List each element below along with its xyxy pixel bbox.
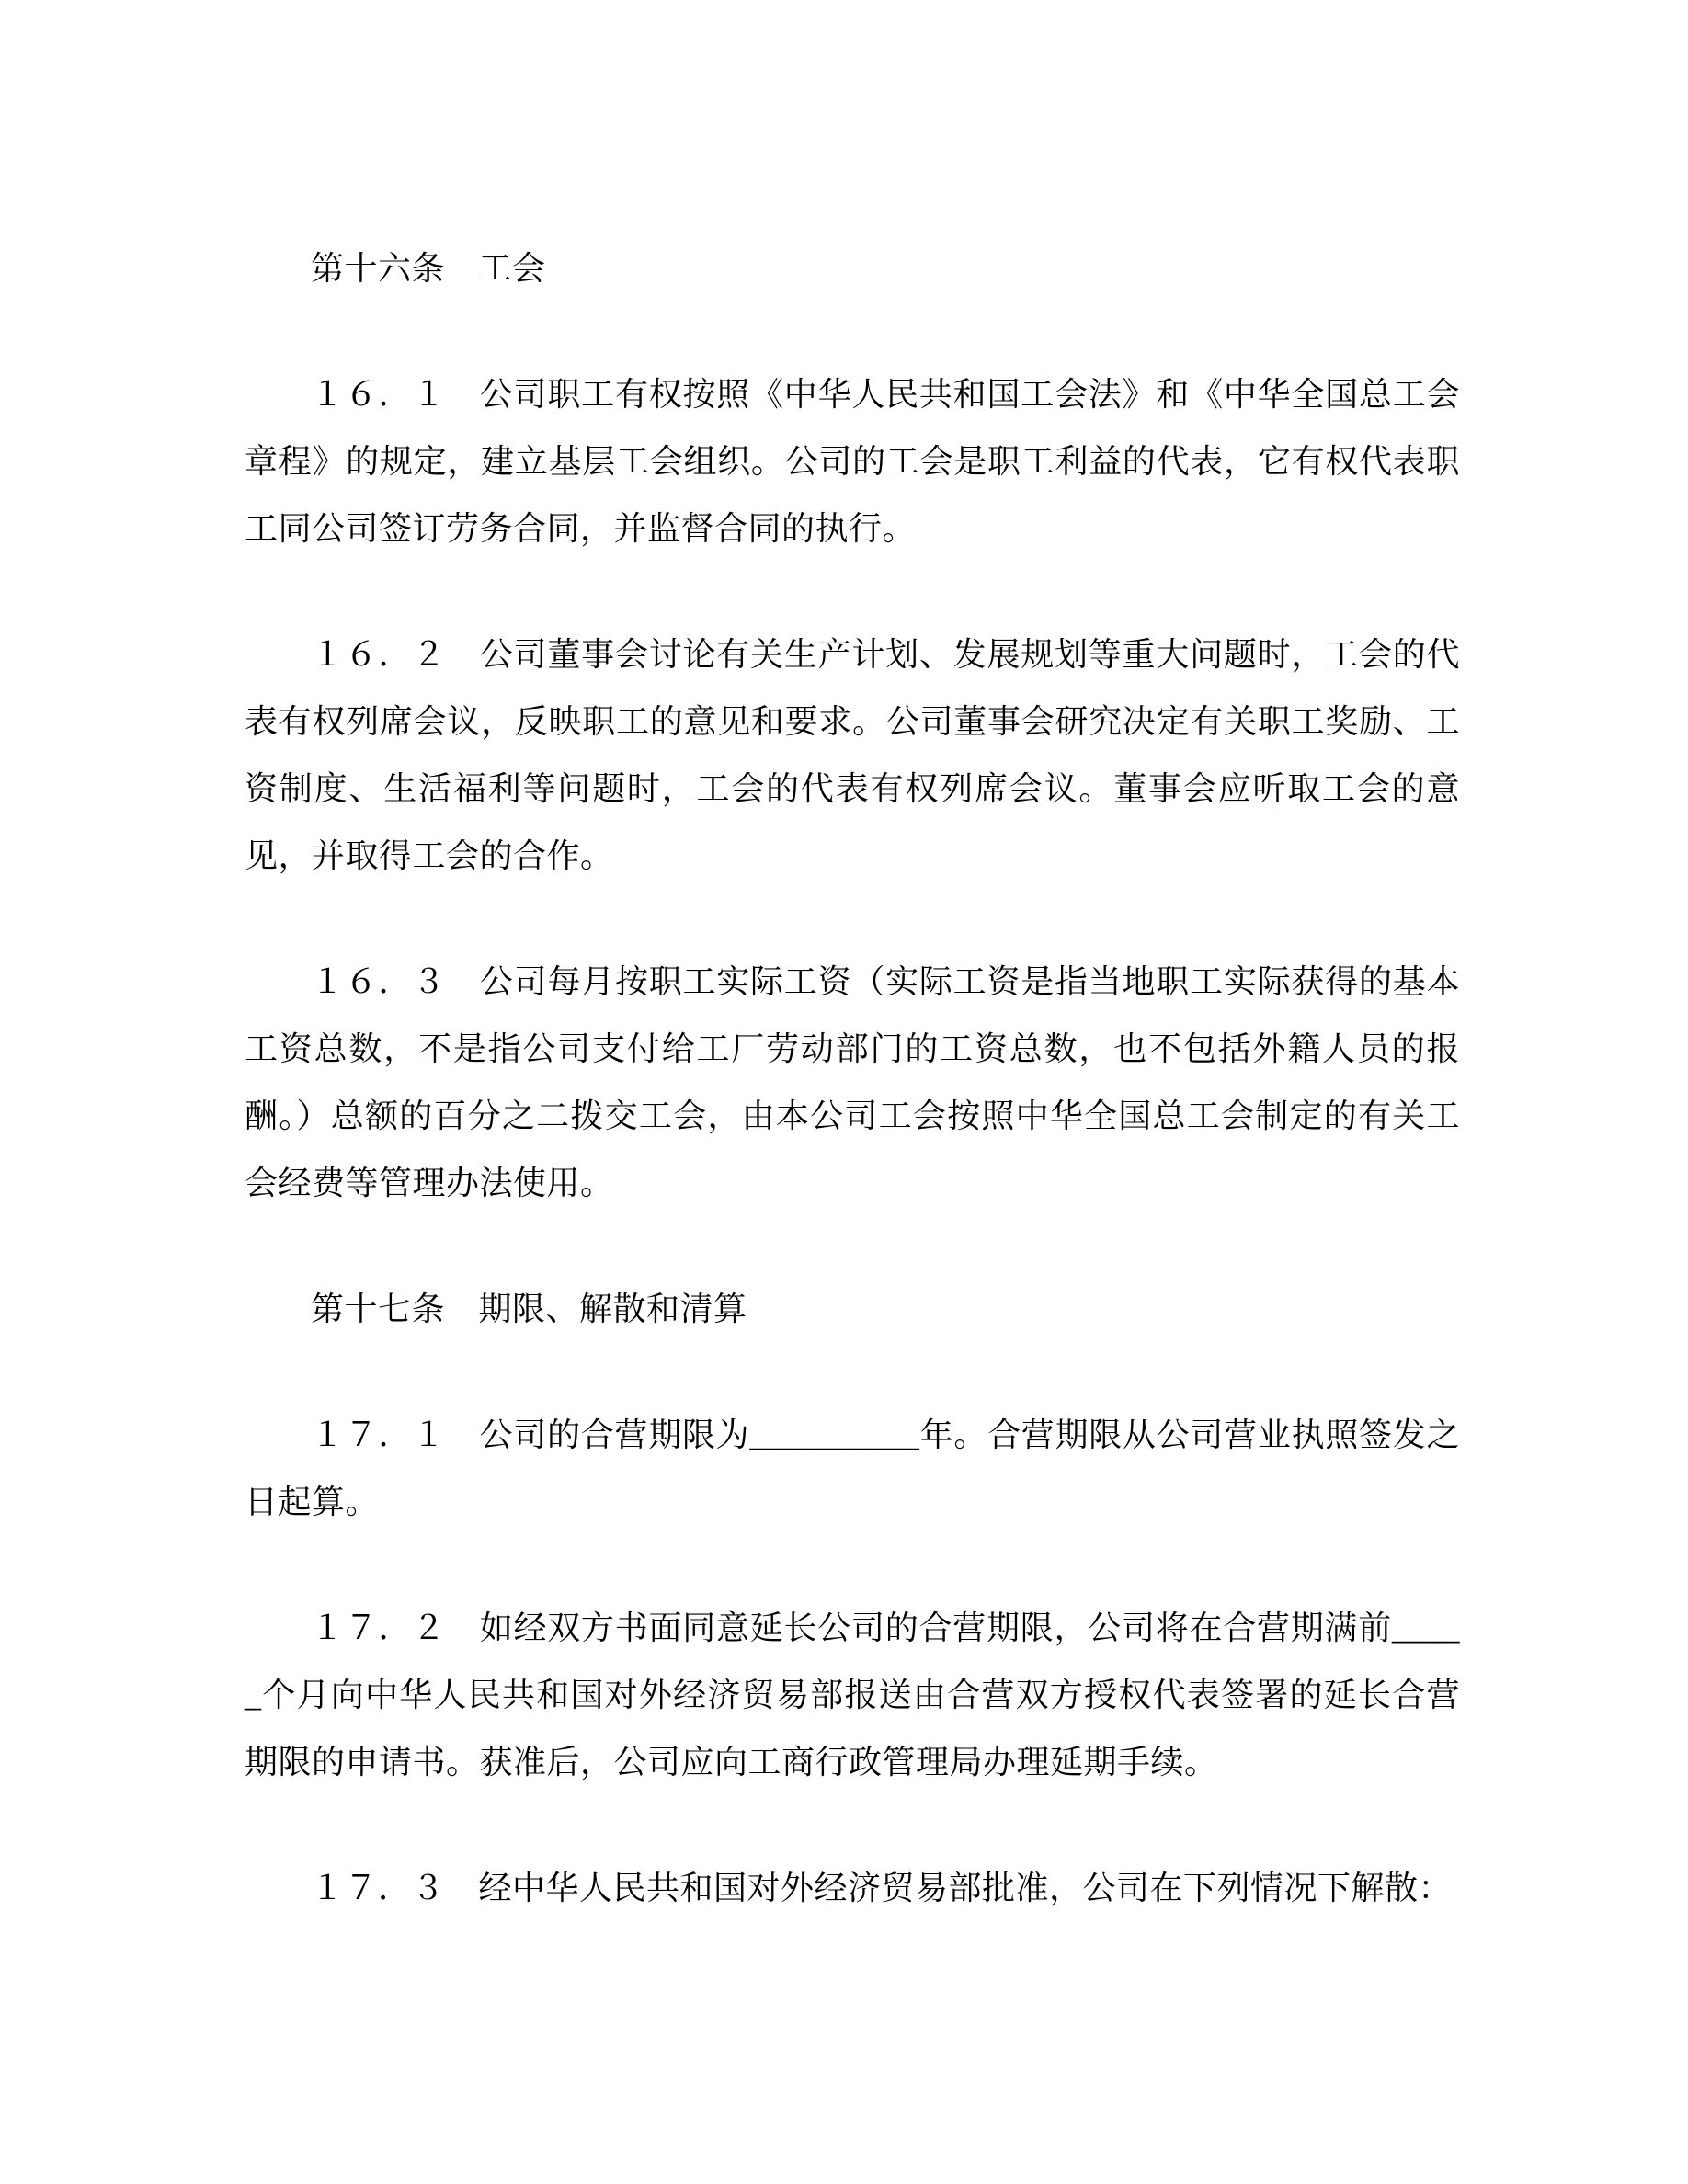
article-16-heading: 第十六条 工会 — [311, 250, 546, 287]
clause-17-2-paragraph: １７．２ 如经双方书面同意延长公司的合营期限，公司将在合营期满前_____个月向中华人民共和国对外经济贸易部报送由合营双方授权代表签署的延长合营期限的申请书。获准后，公司应向工商行政管理局办理延期手续。 — [245, 1610, 1460, 1780]
clause-16-3-paragraph: １６．３ 公司每月按职工实际工资（实际工资是指当地职工实际获得的基本工资总数，不是指公司支付给工厂劳动部门的工资总数，也不包括外籍人员的报酬。）总额的百分之二拨交工会，由本公司工会按照中华全国总工会制定的有关工会经费等管理办法使用。 — [245, 963, 1460, 1201]
clause-16-2-paragraph: １６．２ 公司董事会讨论有关生产计划、发展规划等重大问题时，工会的代表有权列席会议，反映职工的意见和要求。公司董事会研究决定有关职工奖励、工资制度、生活福利等问题时，工会的代表有权列席会议。董事会应听取工会的意见，并取得工会的合作。 — [245, 636, 1460, 874]
clause-17-1-paragraph: １７．１ 公司的合营期限为__________年。合营期限从公司营业执照签发之日起算。 — [245, 1416, 1460, 1520]
clause-16-1-paragraph: １６．１ 公司职工有权按照《中华人民共和国工会法》和《中华全国总工会章程》的规定，建立基层工会组织。公司的工会是职工利益的代表，它有权代表职工同公司签订劳务合同，并监督合同的执行。 — [245, 376, 1460, 547]
article-17-heading: 第十七条 期限、解散和清算 — [311, 1291, 747, 1327]
clause-17-3-paragraph: １７．３ 经中华人民共和国对外经济贸易部批准，公司在下列情况下解散： — [311, 1870, 1453, 1906]
